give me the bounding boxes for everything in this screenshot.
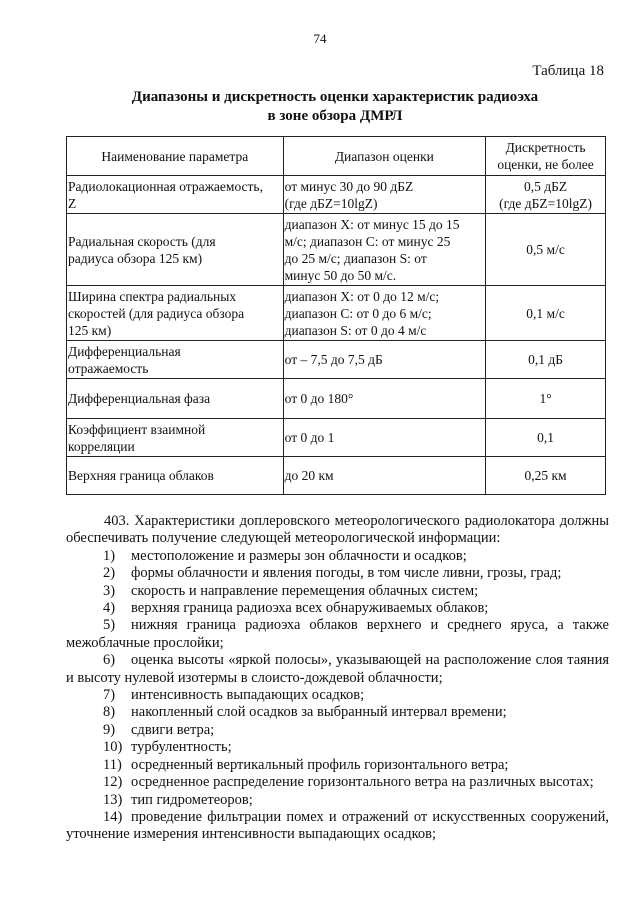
list-item-text: накопленный слой осадков за выбранный интервал времени; (131, 704, 507, 721)
cell-line: 0,5 м/с (526, 242, 565, 257)
cell-line: корреляции (68, 438, 135, 454)
list-item-text: тип гидрометеоров; (131, 791, 253, 808)
cell-discreteness (486, 214, 606, 286)
list-item-number: 10) (103, 739, 123, 756)
list-item-text: сдвиги ветра; (131, 721, 215, 738)
cell-discreteness (486, 419, 606, 457)
table-label: Таблица 18 (532, 63, 604, 79)
header-parameter-name: Наименование параметра (67, 137, 284, 176)
cell-range (283, 341, 486, 379)
cell-range (283, 419, 486, 457)
paragraph-403: 403. Характеристики доплеровского метеорологического радиолокатора должны обеспечивать получение следующей метеорологической информации: (66, 513, 609, 547)
cell-line: диапазон S: от 0 до 4 м/с (284, 322, 427, 338)
cell-name (67, 286, 284, 341)
cell-name (67, 341, 284, 379)
list-item (66, 722, 609, 739)
list-item (66, 792, 609, 809)
cell-line: радиуса обзора 125 км) (68, 250, 203, 266)
cell-line: Коэффициент взаимной (68, 421, 206, 437)
header-range: Диапазон оценки (283, 137, 486, 176)
cell-line: диапазон X: от минус 15 до 15 (284, 216, 460, 232)
table-row (67, 176, 606, 214)
cell-line: 0,1 м/с (526, 305, 565, 321)
list-item (66, 757, 609, 774)
list-item-number: 12) (103, 774, 123, 791)
cell-line: Дифференциальная (68, 343, 181, 359)
list-item-number: 6) (103, 652, 116, 669)
list-item-number: 14) (103, 808, 123, 825)
cell-line: от – 7,5 до 7,5 дБ (284, 352, 383, 367)
cell-line: до 25 м/с; диапазон S: от (284, 250, 427, 266)
list-item-text: турбулентность; (131, 739, 232, 756)
list-item (66, 739, 609, 756)
cell-range (283, 286, 486, 341)
table-row (67, 341, 606, 379)
cell-range (283, 214, 486, 286)
list-item (66, 600, 609, 617)
list-item (66, 774, 609, 791)
cell-line: диапазон X: от 0 до 12 м/с; (284, 288, 440, 304)
list-item (66, 652, 609, 687)
table-header-row (67, 137, 606, 176)
list-item (66, 617, 609, 652)
list-item (66, 687, 609, 704)
list-item (66, 704, 609, 721)
list-item-number: 4) (103, 600, 116, 617)
cell-discreteness (486, 379, 606, 419)
list-item (66, 809, 609, 844)
list-item-number: 11) (103, 756, 122, 773)
cell-line: скоростей (для радиуса обзора (68, 305, 245, 321)
cell-line: минус 50 до 50 м/с. (284, 267, 397, 283)
table-title (0, 88, 640, 126)
cell-line: Z (68, 195, 77, 211)
header-discreteness (486, 137, 606, 176)
cell-line: от 0 до 180° (284, 391, 354, 406)
table-row (67, 379, 606, 419)
cell-line: 0,5 дБZ (524, 178, 568, 194)
table-row (67, 419, 606, 457)
list-item-number: 2) (103, 565, 116, 582)
cell-line: Верхняя граница облаков (68, 468, 214, 483)
list-item-number: 5) (103, 617, 116, 634)
cell-line: Радиолокационная отражаемость, (68, 178, 263, 194)
cell-line: Радиальная скорость (для (68, 233, 216, 249)
cell-name (67, 419, 284, 457)
header-discreteness-line1: Дискретность (505, 140, 586, 155)
list-item-text: нижняя граница радиоэха облаков верхнего и среднего яруса, а также межоблачные прослойки; (66, 617, 609, 651)
header-discreteness-line2: оценки, не более (497, 157, 594, 172)
cell-name (67, 176, 284, 214)
cell-line: от 0 до 1 (284, 430, 335, 445)
list-item-number: 1) (103, 547, 116, 564)
cell-line: (где дБZ=10lgZ) (499, 195, 592, 211)
cell-line: Ширина спектра радиальных (68, 288, 237, 304)
list-item (66, 548, 609, 565)
list-item (66, 565, 609, 582)
list-item-number: 13) (103, 791, 123, 808)
cell-name (67, 457, 284, 495)
page-number: 74 (313, 31, 327, 46)
cell-range (283, 379, 486, 419)
cell-line: диапазон С: от 0 до 6 м/с; (284, 305, 432, 321)
list-item-text: проведение фильтрации помех и отражений от искусственных сооружений, уточнение измерения интенсивности выпадающих осадков; (66, 808, 609, 843)
list-item-number: 8) (103, 704, 116, 721)
cell-line: Дифференциальная фаза (68, 391, 211, 406)
list-item-number: 7) (103, 687, 116, 704)
cell-line: 125 км) (68, 322, 112, 338)
table-row (67, 457, 606, 495)
cell-line: (где дБZ=10lgZ) (284, 195, 378, 211)
cell-line: 0,1 (537, 430, 554, 445)
table-row (67, 286, 606, 341)
cell-range (283, 457, 486, 495)
cell-line: отражаемость (68, 360, 149, 376)
list-item (66, 583, 609, 600)
cell-range (283, 176, 486, 214)
cell-discreteness (486, 457, 606, 495)
list-item-text: местоположение и размеры зон облачности и осадков; (131, 547, 467, 564)
list-item-text: верхняя граница радиоэха всех обнаруживаемых облаков; (131, 600, 489, 617)
cell-line: 1° (539, 391, 552, 406)
cell-line: до 20 км (284, 468, 334, 483)
body-text (66, 513, 609, 844)
cell-name (67, 379, 284, 419)
list-item-number: 3) (103, 582, 116, 599)
cell-line: м/с; диапазон С: от минус 25 (284, 233, 451, 249)
parameters-table (66, 136, 606, 495)
cell-discreteness (486, 341, 606, 379)
list-item-text: оценка высоты «яркой полосы», указывающей на расположение слоя таяния и высоту нулевой изотермы в слоисто-дождевой облачности; (66, 652, 609, 686)
cell-name (67, 214, 284, 286)
table-title-line1: Диапазоны и дискретность оценки характеристик радиоэха (131, 89, 539, 105)
cell-line: от минус 30 до 90 дБZ (284, 178, 414, 194)
cell-line: 0,1 дБ (528, 352, 563, 367)
list-item-text: осредненный вертикальный профиль горизонтального ветра; (131, 756, 509, 773)
table-title-line2: в зоне обзора ДМРЛ (267, 108, 403, 124)
table-row (67, 214, 606, 286)
list-item-text: формы облачности и явления погоды, в том числе ливни, грозы, град; (131, 565, 562, 582)
list-item-text: интенсивность выпадающих осадков; (131, 687, 365, 704)
cell-line: 0,25 км (524, 468, 567, 483)
cell-discreteness (486, 176, 606, 214)
cell-discreteness (486, 286, 606, 341)
list-item-number: 9) (103, 721, 116, 738)
list-item-text: осредненное распределение горизонтального ветра на различных высотах; (131, 774, 594, 791)
list-item-text: скорость и направление перемещения облачных систем; (131, 582, 479, 599)
